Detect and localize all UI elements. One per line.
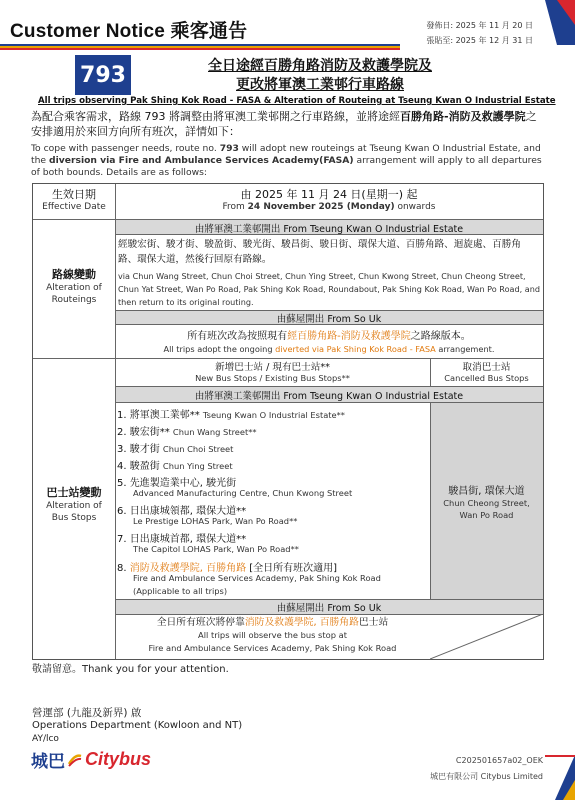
logo-swoosh-icon (68, 753, 82, 767)
stop-item-7: 7. 日出康城首都, 環保大道** (117, 534, 247, 545)
intro-chinese: 為配合乘客需求，路線 793 將調整由將軍澳工業邨開之行車路線，並將途經百勝角路-消防及救護學院之安排適用於來回方向所有班次，詳情如下： (31, 110, 537, 138)
routeing-from-souk-header: 由蘇屋開出 From So Uk (276, 314, 382, 325)
stops-from-souk-header: 由蘇屋開出 From So Uk (276, 603, 382, 614)
stop-item-3: 3. 駿才街 Chun Choi Street (117, 444, 234, 455)
effective-date-label: 生效日期 Effective Date (42, 188, 106, 212)
stop-item-7-en: The Capitol LOHAS Park, Wan Po Road** (133, 544, 299, 554)
stop-item-6: 6. 日出康城領都, 環保大道** (117, 506, 247, 517)
stop-item-5-en: Advanced Manufacturing Centre, Chun Kwong Street (133, 488, 353, 498)
notice-heading-line1: 全日途經百勝角路消防及救護學院及 (208, 58, 432, 74)
intro-english: To cope with passenger needs, route no. 793 will adopt new routeings at Tseung Kwan O Industrial Estate, and the diversion via Fire and Ambulance Services Academy(FASA) arrangement will apply to all departures of both bounds. Details are as follows: (31, 143, 542, 178)
stops-from-tko-header: 由將軍澳工業邨開出 From Tseung Kwan O Industrial Estate (194, 391, 464, 402)
notice-heading-line2: 更改將軍澳工業邨行車路線 (236, 77, 404, 93)
stop-item-5: 5. 先進製造業中心, 駿光街 (117, 478, 237, 489)
bus-stops-label: 巴士站變動 Alteration of Bus Stops (46, 486, 102, 523)
no-cancellation-cross (430, 614, 543, 659)
stop-item-1: 1. 將軍澳工業邨** Tseung Kwan O Industrial Estate** (117, 410, 345, 421)
routeing-from-souk-en: All trips adopt the ongoing diverted via Pak Shing Kok Road - FASA arrangement. (163, 344, 495, 354)
route-number-badge: 793 (75, 55, 131, 95)
new-stops-header: 新增巴士站 / 現有巴士站** New Bus Stops / Existing Bus Stops** (195, 362, 350, 383)
routeing-from-tko-en: via Chun Wang Street, Chun Choi Street, Chun Ying Street, Chun Kwong Street, Chun Cheong Street, Chun Yat Street, Wan Po Road, Pak Shing Kok Road, Roundabout, Pak Shing Kok Road, Wan Po Road, and then return to its original routing. (118, 271, 540, 307)
routeing-label: 路線變動 Alteration of Routeings (46, 268, 102, 305)
cancelled-stop: 駿昌街, 環保大道 Chun Cheong Street, Wan Po Road (443, 486, 530, 520)
stop-item-8: 8. 消防及救護學院, 百勝角路 [全日所有班次適用] (117, 563, 338, 574)
stop-item-8-en: Fire and Ambulance Services Academy, Pak Shing Kok Road (133, 573, 381, 583)
routeing-from-tko-header: 由將軍澳工業邨開出 From Tseung Kwan O Industrial Estate (194, 224, 464, 235)
logo-english: Citybus (85, 749, 152, 769)
reference-initials: AY/lco (32, 734, 59, 744)
issue-date: 發佈日: 2025 年 11 月 20 日 (426, 21, 533, 30)
notice-title: Customer Notice 乘客通告 (10, 21, 248, 42)
citybus-logo (31, 747, 151, 772)
department-english: Operations Department (Kowloon and NT) (32, 720, 243, 731)
stop-item-8-note: (Applicable to all trips) (133, 586, 228, 596)
expiry-date: 張貼至: 2025 年 12 月 31 日 (426, 36, 533, 45)
routeing-from-tko-cn: 經駿宏街、駿才街、駿盈街、駿光街、駿昌街、駿日街、環保大道、百勝角路、迴旋處、百勝角路、環保大道，然後行回原有路線。 (118, 239, 521, 265)
stops-from-souk-body: 全日所有班次將停靠消防及救護學院, 百勝角路巴士站 All trips will observe the bus stop at Fire and Ambulance Services Academy, Pak Shing Kok Road (148, 617, 397, 653)
effective-date-value: 由 2025 年 11 月 24 日(星期一) 起 From 24 November 2025 (Monday) onwards (222, 188, 436, 212)
header-stripes (0, 44, 575, 51)
document-code: C202501657a02_OEK (455, 756, 543, 765)
department-chinese: 營運部 (九龍及新界) 啟 (32, 707, 142, 719)
notice-subtitle: All trips observing Pak Shing Kok Road - FASA & Alteration of Routeing at Tseung Kwan O Industrial Estate (38, 96, 556, 106)
corner-decoration (545, 0, 575, 800)
company-name: 城巴有限公司 Citybus Limited (430, 772, 543, 781)
stop-item-6-en: Le Prestige LOHAS Park, Wan Po Road** (133, 516, 298, 526)
stop-item-4: 4. 駿盈街 Chun Ying Street (117, 461, 233, 472)
stop-item-2: 2. 駿宏街** Chun Wang Street** (117, 427, 257, 438)
routeing-from-souk-cn: 所有班次改為按照現有經百勝角路-消防及救護學院之路線版本。 (187, 331, 471, 342)
cancelled-stops-header: 取消巴士站 Cancelled Bus Stops (444, 362, 529, 383)
logo-chinese: 城巴 (31, 752, 65, 772)
thank-you-note: 敬請留意。Thank you for your attention. (32, 664, 229, 675)
details-table (32, 183, 544, 660)
